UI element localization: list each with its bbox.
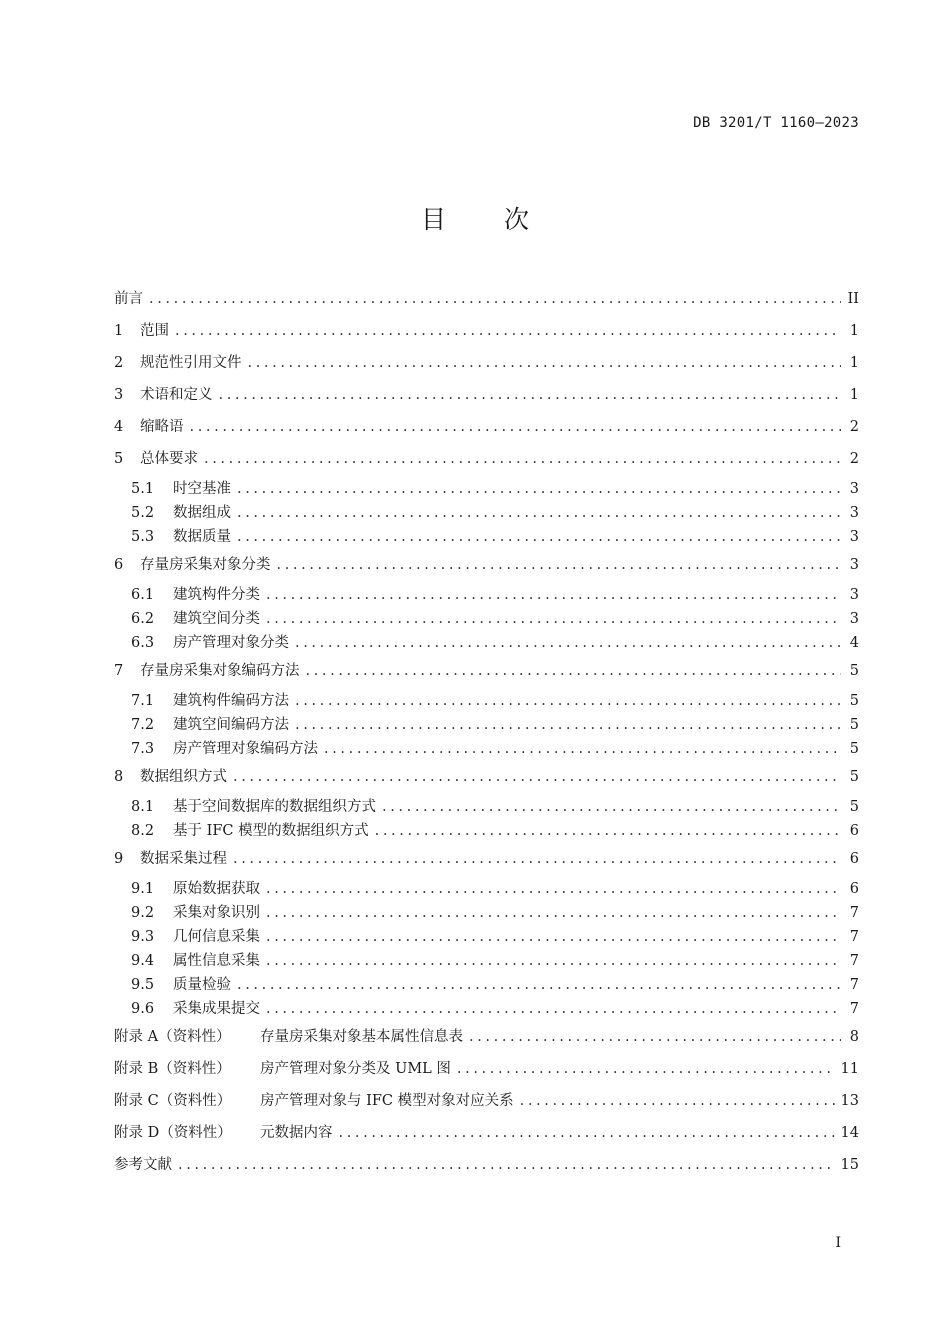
toc-leader-dots xyxy=(190,417,842,437)
toc-leader-dots xyxy=(266,999,841,1019)
toc-entry-number: 8 xyxy=(114,769,124,785)
toc-entry[interactable] xyxy=(114,415,859,447)
toc-entry-number: 9.1 xyxy=(131,881,155,897)
toc-entry-page: 7 xyxy=(849,977,859,993)
toc-entry-page: 3 xyxy=(849,481,859,497)
toc-entry[interactable] xyxy=(114,1153,859,1185)
toc-entry-label: 规范性引用文件 xyxy=(140,355,242,371)
toc-entry[interactable] xyxy=(114,1089,859,1121)
toc-entry-page: 5 xyxy=(849,693,859,709)
toc-entry-page: 1 xyxy=(849,387,859,403)
toc-entry-number: 5.2 xyxy=(131,505,155,521)
toc-leader-dots xyxy=(324,739,841,759)
toc-entry-page: II xyxy=(847,291,859,307)
toc-leader-dots xyxy=(266,951,841,971)
toc-entry[interactable] xyxy=(114,319,859,351)
toc-entry[interactable] xyxy=(114,821,859,847)
toc-entry-label: 房产管理对象分类及 UML 图 xyxy=(260,1061,451,1077)
toc-leader-dots xyxy=(237,479,841,499)
toc-entry-page: 11 xyxy=(840,1061,859,1077)
toc-entry-page: 6 xyxy=(849,881,859,897)
toc-entry-page: 14 xyxy=(840,1125,859,1141)
toc-entry-page: 6 xyxy=(849,823,859,839)
toc-entry[interactable] xyxy=(114,527,859,553)
toc-entry-page: 5 xyxy=(849,799,859,815)
toc-entry-number: 6.2 xyxy=(131,611,155,627)
toc-leader-dots xyxy=(266,585,841,605)
toc-entry-label: 采集对象识别 xyxy=(173,905,260,921)
table-of-contents xyxy=(114,287,859,1185)
toc-leader-dots xyxy=(306,661,842,681)
toc-entry-page: 15 xyxy=(840,1157,859,1173)
toc-leader-dots xyxy=(149,289,841,309)
toc-entry-label: 建筑空间分类 xyxy=(173,611,260,627)
toc-entry-number: 9.3 xyxy=(131,929,155,945)
toc-entry-number: 8.2 xyxy=(131,823,155,839)
toc-leader-dots xyxy=(469,1027,841,1047)
toc-entry-number: 9 xyxy=(114,851,124,867)
toc-leader-dots xyxy=(175,321,841,341)
toc-entry-page: 13 xyxy=(840,1093,859,1109)
toc-entry[interactable] xyxy=(114,503,859,527)
toc-leader-dots xyxy=(237,527,841,547)
toc-entry-number: 附录 B（资料性） xyxy=(114,1061,231,1077)
toc-entry-page: 1 xyxy=(849,323,859,339)
toc-entry-number: 6 xyxy=(114,557,124,573)
toc-leader-dots xyxy=(266,927,841,947)
toc-entry-label: 存量房采集对象编码方法 xyxy=(140,663,300,679)
toc-entry-number: 9.2 xyxy=(131,905,155,921)
toc-entry-page: 5 xyxy=(849,769,859,785)
toc-entry[interactable] xyxy=(114,847,859,879)
toc-entry[interactable] xyxy=(114,1025,859,1057)
toc-entry-label: 时空基准 xyxy=(173,481,231,497)
toc-entry-page: 7 xyxy=(849,905,859,921)
toc-entry-label: 房产管理对象分类 xyxy=(173,635,289,651)
toc-entry-number: 8.1 xyxy=(131,799,155,815)
toc-entry-page: 5 xyxy=(849,663,859,679)
toc-entry[interactable] xyxy=(114,879,859,903)
toc-entry-label: 总体要求 xyxy=(140,451,198,467)
toc-entry-label: 元数据内容 xyxy=(260,1125,333,1141)
toc-entry-label: 房产管理对象与 IFC 模型对象对应关系 xyxy=(260,1093,514,1109)
toc-entry-page: 5 xyxy=(849,717,859,733)
toc-entry-number: 7 xyxy=(114,663,124,679)
toc-entry[interactable] xyxy=(114,1121,859,1153)
toc-entry-number: 7.1 xyxy=(131,693,155,709)
toc-entry-label: 数据组成 xyxy=(173,505,231,521)
toc-entry[interactable] xyxy=(114,999,859,1025)
toc-leader-dots xyxy=(219,385,842,405)
toc-entry-label: 建筑空间编码方法 xyxy=(173,717,289,733)
toc-entry-page: 7 xyxy=(849,929,859,945)
toc-entry-page: 8 xyxy=(849,1029,859,1045)
toc-entry-number: 3 xyxy=(114,387,124,403)
toc-entry[interactable] xyxy=(114,739,859,765)
toc-entry-number: 5.1 xyxy=(131,481,155,497)
toc-entry-page: 3 xyxy=(849,529,859,545)
toc-entry-page: 5 xyxy=(849,741,859,757)
toc-entry[interactable] xyxy=(114,351,859,383)
toc-leader-dots xyxy=(339,1123,835,1143)
toc-entry-label: 数据组织方式 xyxy=(140,769,227,785)
toc-entry[interactable] xyxy=(114,797,859,821)
toc-entry[interactable] xyxy=(114,553,859,585)
toc-entry-page: 3 xyxy=(849,505,859,521)
toc-leader-dots xyxy=(295,691,841,711)
toc-entry[interactable] xyxy=(114,951,859,975)
toc-entry-label: 建筑构件分类 xyxy=(173,587,260,603)
toc-entry-label: 原始数据获取 xyxy=(173,881,260,897)
toc-entry[interactable] xyxy=(114,287,859,319)
toc-entry-number: 5 xyxy=(114,451,124,467)
toc-entry-page: 3 xyxy=(849,557,859,573)
toc-leader-dots xyxy=(520,1091,835,1111)
toc-entry-label: 存量房采集对象基本属性信息表 xyxy=(260,1029,463,1045)
toc-entry-page: 3 xyxy=(849,611,859,627)
toc-entry[interactable] xyxy=(114,765,859,797)
toc-entry[interactable] xyxy=(114,659,859,691)
toc-entry-label: 缩略语 xyxy=(140,419,184,435)
toc-leader-dots xyxy=(233,849,841,869)
toc-leader-dots xyxy=(375,821,841,841)
toc-entry-number: 7.2 xyxy=(131,717,155,733)
toc-entry-number: 附录 A（资料性） xyxy=(114,1029,231,1045)
toc-entry[interactable] xyxy=(114,479,859,503)
toc-entry-label: 数据采集过程 xyxy=(140,851,227,867)
toc-leader-dots xyxy=(382,797,841,817)
page-number: I xyxy=(835,1235,841,1251)
toc-entry[interactable] xyxy=(114,609,859,633)
toc-entry[interactable] xyxy=(114,715,859,739)
toc-entry-label: 属性信息采集 xyxy=(173,953,260,969)
toc-entry-page: 2 xyxy=(849,451,859,467)
toc-entry-label: 术语和定义 xyxy=(140,387,213,403)
toc-entry-number: 9.6 xyxy=(131,1001,155,1017)
toc-entry-number: 9.4 xyxy=(131,953,155,969)
toc-entry-label: 参考文献 xyxy=(114,1157,172,1173)
toc-entry-label: 建筑构件编码方法 xyxy=(173,693,289,709)
toc-entry-page: 7 xyxy=(849,1001,859,1017)
toc-entry-number: 4 xyxy=(114,419,124,435)
toc-entry-number: 附录 C（资料性） xyxy=(114,1093,232,1109)
toc-entry-page: 3 xyxy=(849,587,859,603)
toc-entry-page: 1 xyxy=(849,355,859,371)
toc-entry-label: 采集成果提交 xyxy=(173,1001,260,1017)
toc-entry-label: 存量房采集对象分类 xyxy=(140,557,271,573)
toc-entry-number: 7.3 xyxy=(131,741,155,757)
toc-leader-dots xyxy=(295,715,841,735)
toc-leader-dots xyxy=(295,633,841,653)
toc-entry-number: 9.5 xyxy=(131,977,155,993)
toc-leader-dots xyxy=(457,1059,835,1079)
toc-entry-number: 1 xyxy=(114,323,124,339)
toc-entry-label: 范围 xyxy=(140,323,169,339)
toc-entry-label: 前言 xyxy=(114,291,143,307)
toc-entry-label: 基于空间数据库的数据组织方式 xyxy=(173,799,376,815)
toc-leader-dots xyxy=(266,609,841,629)
toc-entry[interactable] xyxy=(114,927,859,951)
toc-entry[interactable] xyxy=(114,633,859,659)
toc-entry[interactable] xyxy=(114,585,859,609)
toc-leader-dots xyxy=(233,767,841,787)
toc-leader-dots xyxy=(237,503,841,523)
toc-leader-dots xyxy=(204,449,841,469)
toc-entry-label: 房产管理对象编码方法 xyxy=(173,741,318,757)
toc-entry[interactable] xyxy=(114,1057,859,1089)
toc-entry-number: 6.1 xyxy=(131,587,155,603)
toc-entry-number: 5.3 xyxy=(131,529,155,545)
toc-leader-dots xyxy=(266,879,841,899)
toc-leader-dots xyxy=(248,353,842,373)
toc-entry-label: 几何信息采集 xyxy=(173,929,260,945)
toc-entry[interactable] xyxy=(114,903,859,927)
toc-leader-dots xyxy=(277,555,842,575)
toc-entry[interactable] xyxy=(114,975,859,999)
toc-entry-label: 基于 IFC 模型的数据组织方式 xyxy=(173,823,369,839)
toc-entry[interactable] xyxy=(114,383,859,415)
toc-entry-number: 附录 D（资料性） xyxy=(114,1125,232,1141)
toc-entry[interactable] xyxy=(114,447,859,479)
toc-entry-page: 4 xyxy=(849,635,859,651)
toc-leader-dots xyxy=(178,1155,835,1175)
toc-entry-page: 2 xyxy=(849,419,859,435)
toc-entry-number: 6.3 xyxy=(131,635,155,651)
toc-leader-dots xyxy=(266,903,841,923)
page-title: 目次 xyxy=(420,205,587,234)
toc-entry-page: 6 xyxy=(849,851,859,867)
toc-entry-number: 2 xyxy=(114,355,124,371)
toc-entry-label: 质量检验 xyxy=(173,977,231,993)
toc-entry-page: 7 xyxy=(849,953,859,969)
toc-entry[interactable] xyxy=(114,691,859,715)
document-code: DB 3201/T 1160—2023 xyxy=(693,115,859,131)
toc-leader-dots xyxy=(237,975,841,995)
toc-entry-label: 数据质量 xyxy=(173,529,231,545)
